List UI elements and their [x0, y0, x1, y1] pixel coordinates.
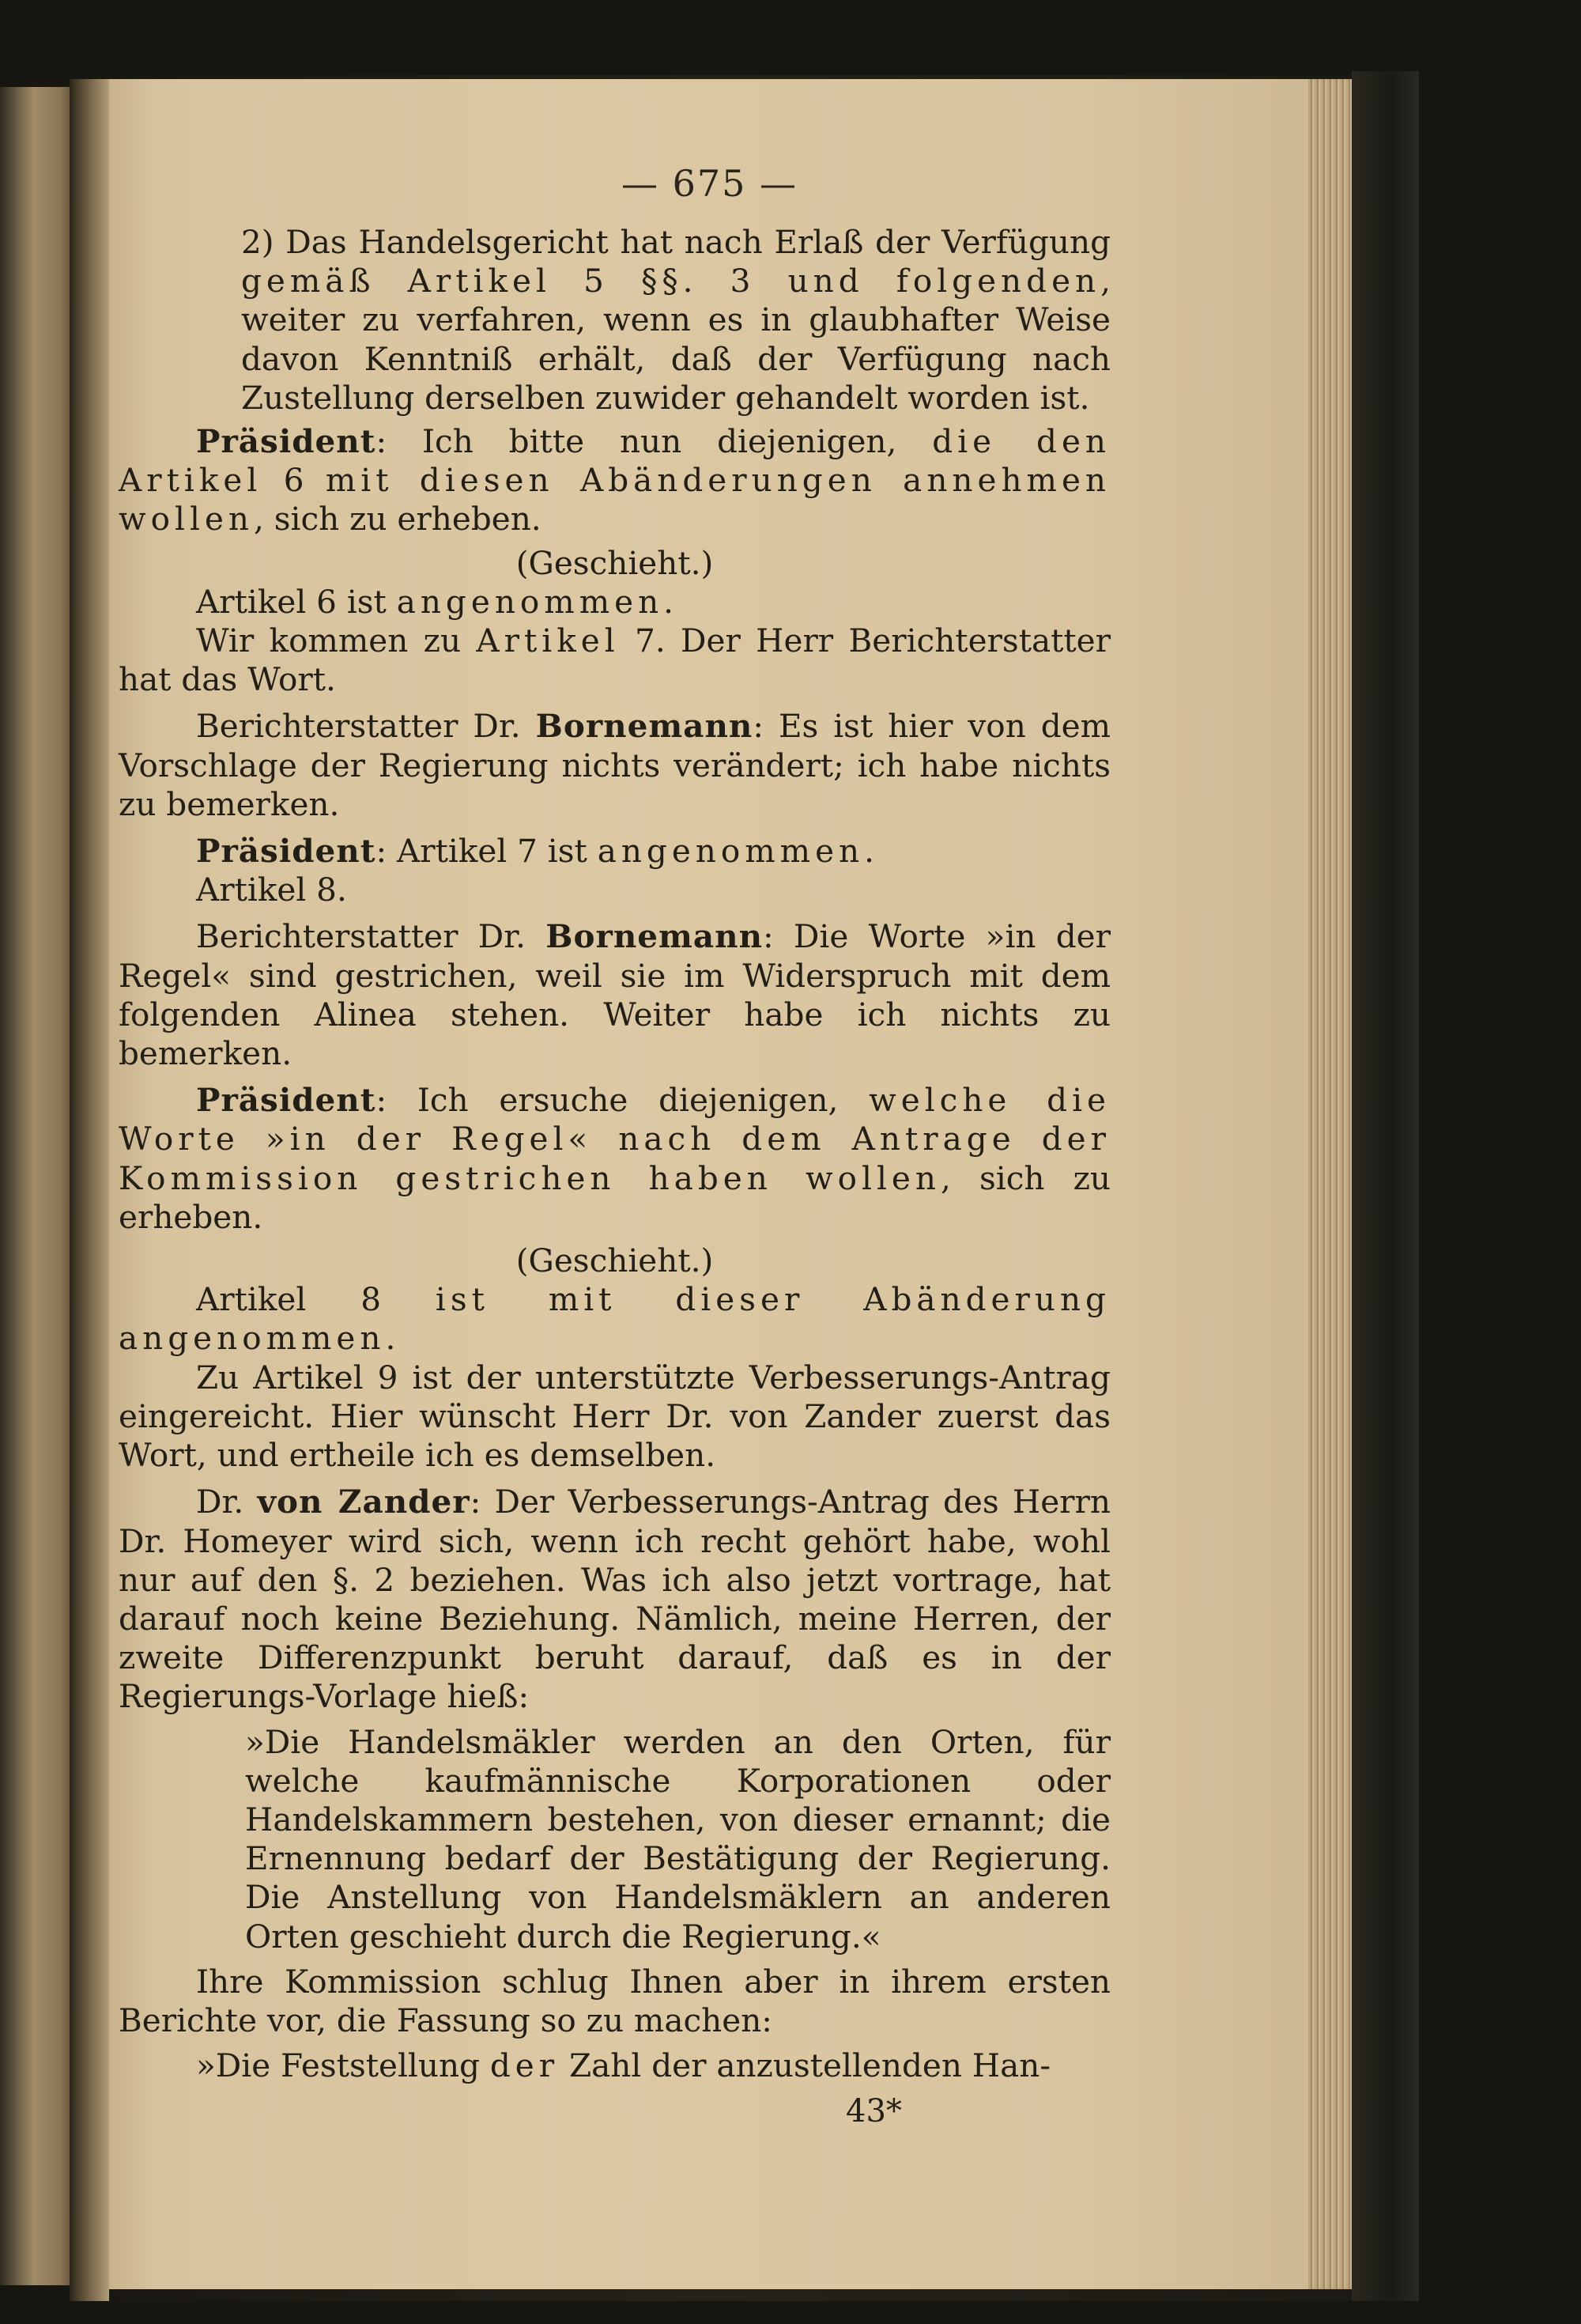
text-run: . [385, 1319, 396, 1358]
text-run: Berichterstatter Dr. [196, 917, 546, 956]
text-run: Artikel 6 ist [196, 582, 397, 621]
spaced-text: Artikel [476, 622, 620, 660]
paragraph-article-6 [119, 583, 1111, 622]
book-gutter [70, 79, 109, 2301]
page-number: — 675 — [621, 162, 798, 205]
text-run: , sich zu erheben. [254, 500, 541, 538]
speaker-name: Bornemann [535, 707, 753, 746]
speaker-name: von Zander [257, 1483, 470, 1521]
left-page-edge [0, 87, 75, 2285]
text-run: 2) Das Handelsgericht hat nach Erlaß der Verfügung [241, 223, 1111, 261]
paragraph-article-8: Artikel 8. [196, 871, 347, 909]
paragraph-item-2 [119, 223, 1111, 418]
text-run: Dr. [196, 1483, 258, 1521]
paragraph-rapporteur-2 [119, 917, 1111, 1073]
text-run: : Ich ersuche diejenigen, [375, 1081, 870, 1120]
spaced-text: mit diesen Abänderungen annehmen wollen [119, 461, 1111, 538]
book-cover-right [1352, 71, 1419, 2301]
quoted-government-draft: »Die Handelsmäkler werden an den Orten, für welche kaufmännische Korporationen oder Handelskammern bestehen, von dieser ernannt; die Ernennung bedarf der Bestätigung der Regierung. Die Anstellung von Handelsmäklern an anderen Orten geschieht durch die Regierung.« [245, 1722, 1111, 1956]
text-run: , sich zu erheben. [119, 1158, 1111, 1236]
text-run: . [663, 582, 674, 621]
spaced-text: angenommen [396, 582, 664, 621]
text-run: 6 [262, 461, 326, 500]
text-run: 7. Der Herr Berichterstatter hat das Wort. [119, 622, 1111, 699]
text-run: . [864, 832, 875, 871]
text-run: Artikel 8 [196, 1280, 436, 1319]
body-text [119, 223, 1111, 2085]
speaker-name: Bornemann [545, 917, 764, 956]
quoted-commission-draft [119, 2046, 1111, 2085]
paragraph-article-7-intro [119, 622, 1111, 699]
paragraph-article-9: Zu Artikel 9 ist der unterstützte Verbesserungs-Antrag eingereicht. Hier wünscht Herr Dr. von Zander zuerst das Wort, und ertheile ich es demselben. [119, 1358, 1111, 1475]
text-run: : Artikel 7 ist [375, 832, 598, 871]
paragraph-president-1 [119, 422, 1111, 539]
speaker-name: Präsident [196, 422, 376, 461]
text-run: : Der Verbesserungs-Antrag des Herrn Dr. Homeyer wird sich, wenn ich recht gehört habe, wohl nur auf den §. 2 beziehen. Was ich also jetzt vortrage, hat darauf noch keine Beziehung. Nämlich, meine Herren, der zweite Differenzpunkt beruht darauf, daß es in der Regierungs-Vorlage hieß: [119, 1483, 1111, 1716]
stage-direction: (Geschieht.) [515, 1241, 714, 1280]
paragraph-president-2 [119, 832, 1111, 871]
page-stack-edge [1308, 79, 1356, 2289]
spaced-text: ist mit dieser Abänderung angenommen [119, 1280, 1111, 1358]
spaced-text: die den Artikel [119, 422, 1111, 500]
text-run: Zahl der anzustellenden Han- [559, 2046, 1051, 2085]
paragraph-zander [119, 1483, 1111, 1716]
text-run: »Die Feststellung [196, 2046, 490, 2085]
spaced-text: der [489, 2046, 560, 2085]
paragraph-commission: Ihre Kommission schlug Ihnen aber in ihrem ersten Berichte vor, die Fassung so zu machen: [119, 1962, 1111, 2039]
printer-signature: 43* [846, 2093, 902, 2129]
text-run: : Die Worte »in der Regel« sind gestrichen, weil sie im Widerspruch mit dem folgenden Alinea stehen. Weiter habe ich nichts zu bemerken. [119, 917, 1111, 1073]
spaced-text: welche die Worte »in der Regel« nach dem Antrage der Kommission gestrichen haben wollen [119, 1081, 1111, 1197]
text-run: : Ich bitte nun diejenigen, [375, 422, 933, 461]
speaker-name: Präsident [196, 832, 376, 871]
text-run: Berichterstatter Dr. [196, 707, 536, 746]
spaced-text: angenommen [597, 832, 865, 871]
speaker-name: Präsident [196, 1081, 376, 1120]
spaced-text: gemäß Artikel 5 §§. 3 und folgenden [241, 262, 1101, 300]
paragraph-rapporteur-1 [119, 707, 1111, 824]
text-run: Wir kommen zu [196, 622, 477, 660]
text-run: : Es ist hier von dem Vorschlage der Regierung nichts verändert; ich habe nichts zu bemerken. [119, 707, 1111, 823]
text-run: , weiter zu verfahren, wenn es in glaubhafter Weise davon Kenntniß erhält, daß der Verfügung nach Zustellung derselben zuwider gehandelt worden ist. [241, 262, 1111, 417]
paragraph-article-8-result [119, 1280, 1111, 1358]
stage-direction: (Geschieht.) [515, 543, 714, 582]
paragraph-president-3 [119, 1081, 1111, 1237]
